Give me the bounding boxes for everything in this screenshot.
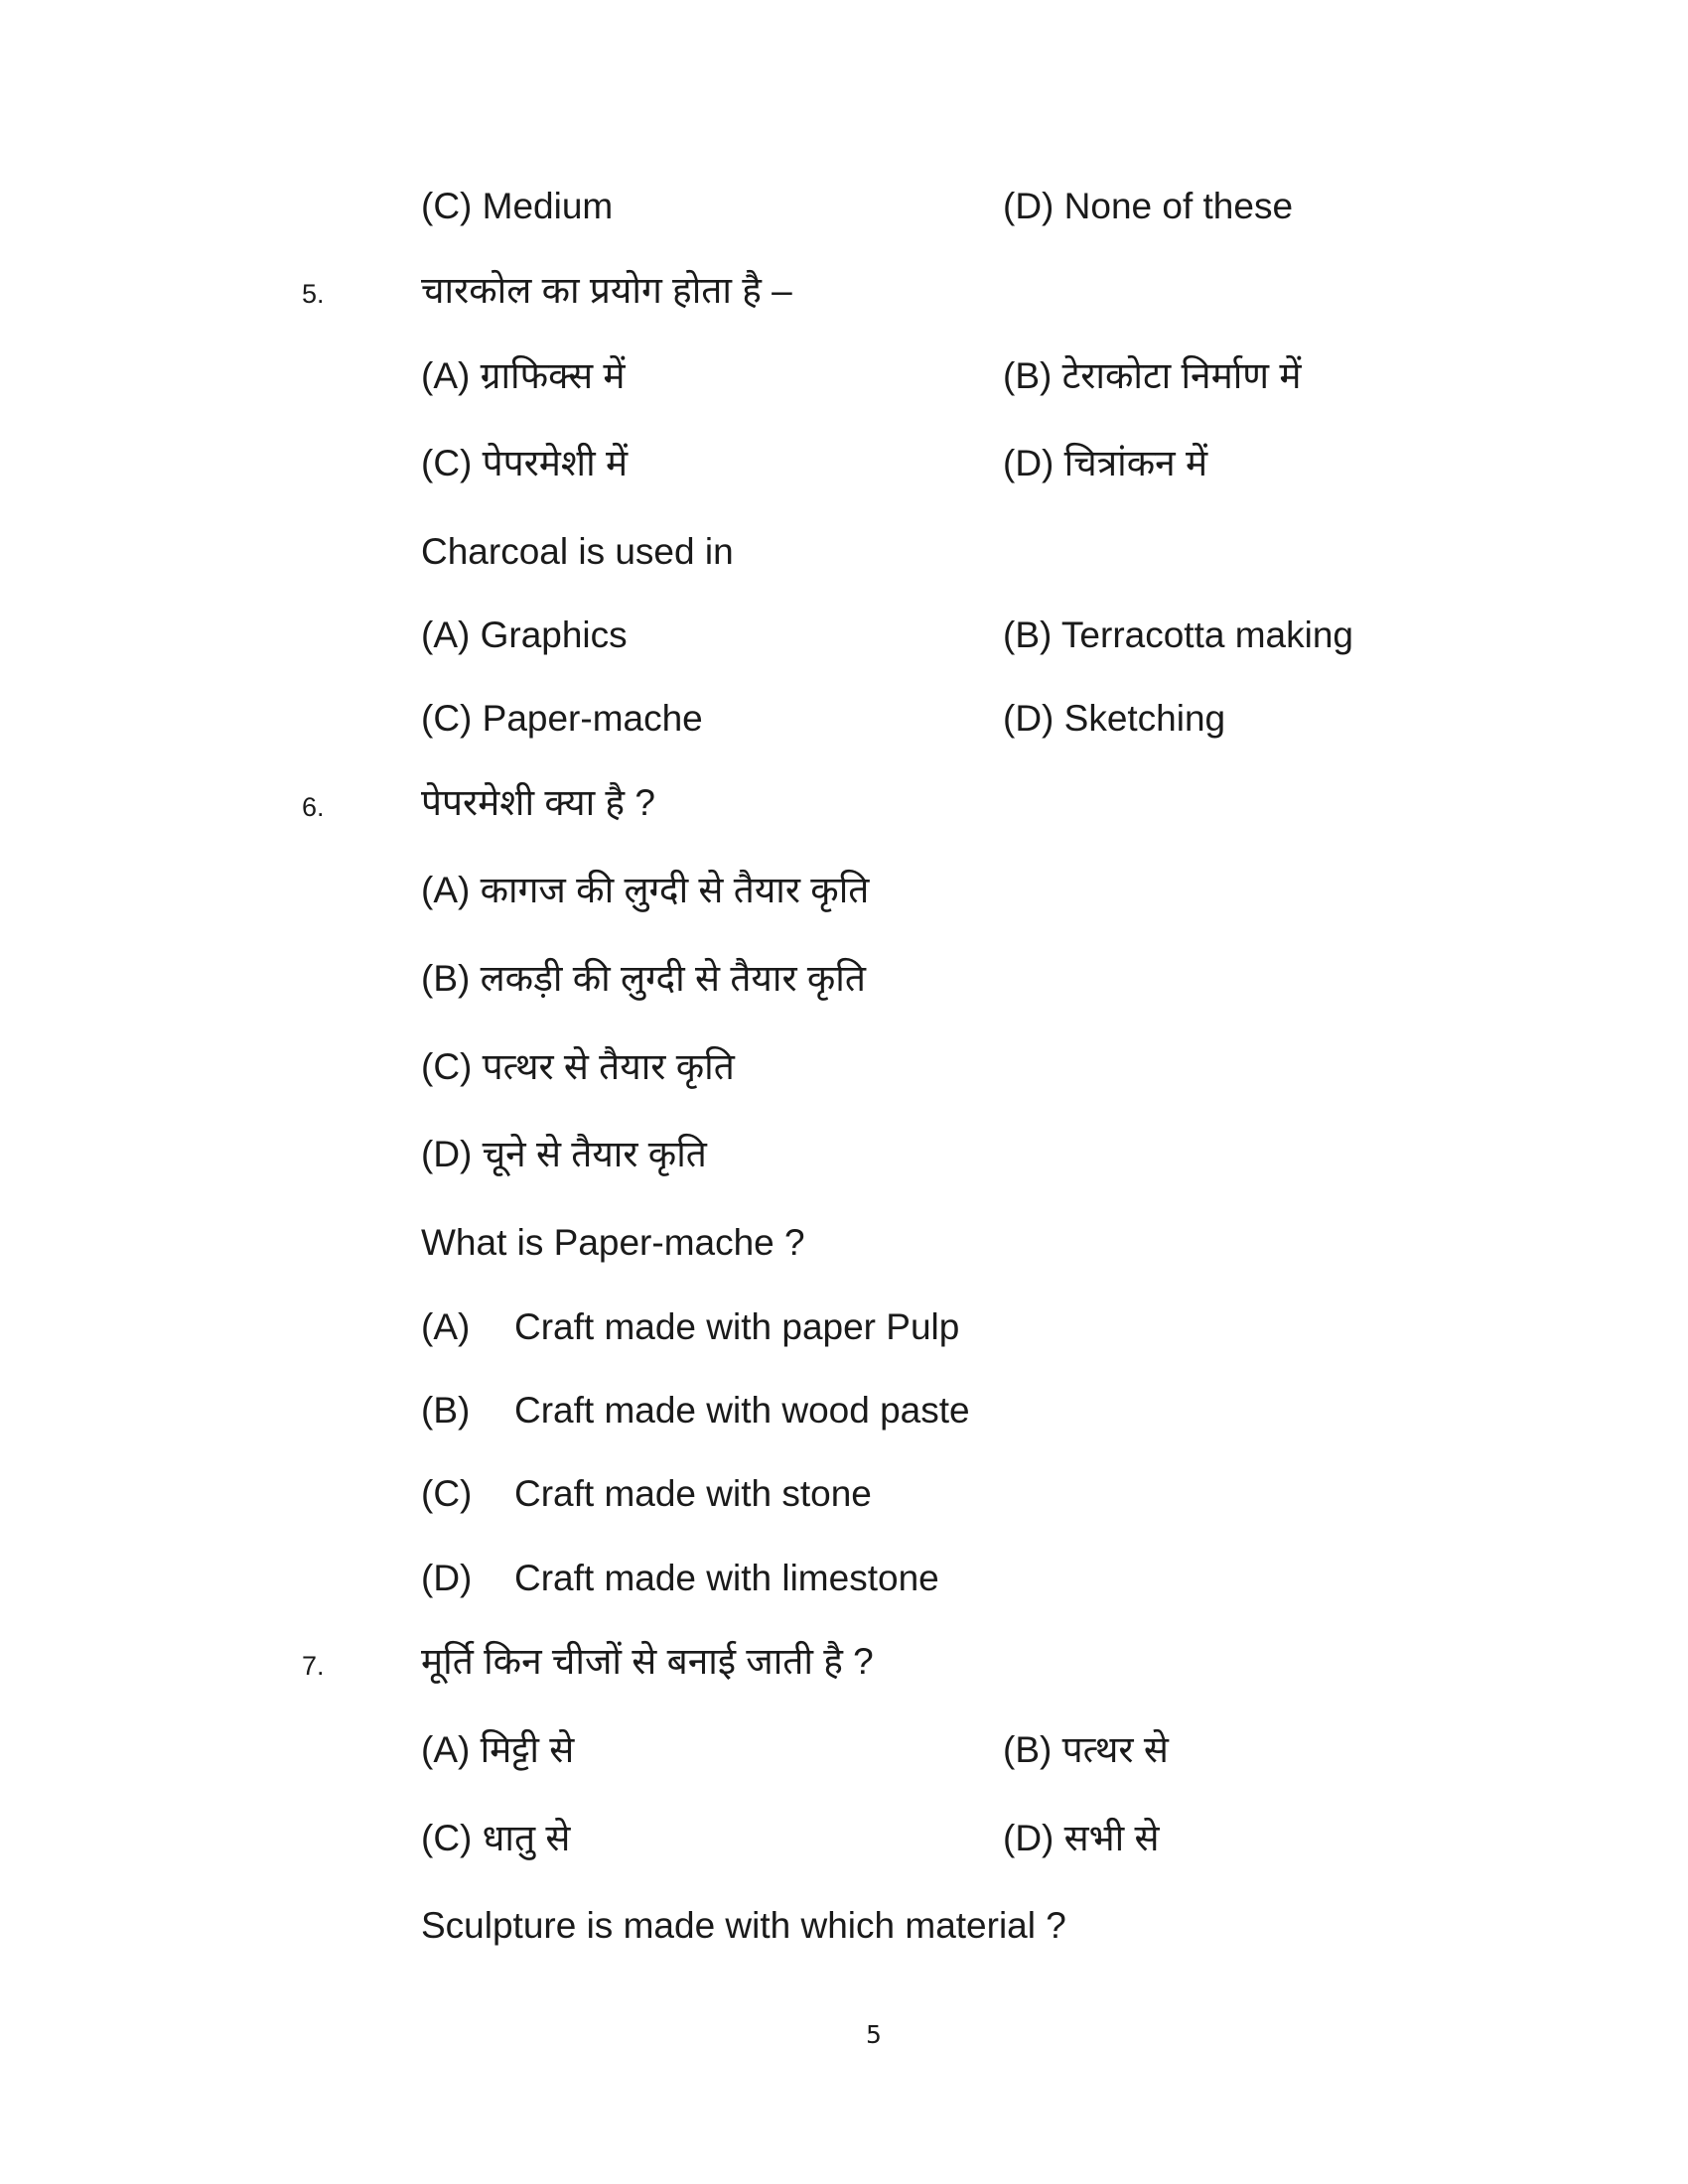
q6-english-option-b (421, 1387, 970, 1434)
q5-number: 5. (302, 279, 325, 309)
option-label: (B) (421, 1390, 471, 1431)
q6-hindi-option-d: (D) चूने से तैयार कृति (421, 1134, 707, 1174)
q6-hindi-option-a: (A) कागज की लुग्दी से तैयार कृति (421, 870, 870, 910)
q6-english-option-d (421, 1555, 939, 1602)
q6-number: 6. (302, 792, 325, 822)
q7-hindi-option-a: (A) मिट्टी से (421, 1729, 575, 1770)
q4-option-c: (C) Medium (421, 186, 614, 226)
q6-english-question: What is Paper-mache ? (421, 1222, 805, 1263)
q7-english-question: Sculpture is made with which material ? (421, 1905, 1066, 1946)
q5-hindi-option-a: (A) ग्राफिक्स में (421, 355, 626, 396)
option-label: (C) (421, 1473, 473, 1514)
page-number: 5 (866, 2020, 882, 2049)
q7-hindi-option-d: (D) सभी से (1003, 1818, 1160, 1858)
q6-hindi-option-b: (B) लकड़ी की लुग्दी से तैयार कृति (421, 958, 866, 999)
q4-option-d: (D) None of these (1003, 186, 1294, 226)
option-text: Craft made with stone (514, 1473, 872, 1514)
option-label: (D) (421, 1558, 473, 1598)
q6-english-option-a (421, 1303, 959, 1351)
option-text: Craft made with wood paste (514, 1390, 970, 1431)
q6-hindi-question: पेपरमेशी क्या है ? (421, 782, 655, 823)
q6-english-option-c (421, 1470, 872, 1518)
q5-english-option-a: (A) Graphics (421, 614, 628, 655)
q5-english-option-b: (B) Terracotta making (1003, 614, 1353, 655)
option-text: Craft made with paper Pulp (514, 1306, 960, 1347)
q7-hindi-question: मूर्ति किन चीजों से बनाई जाती है ? (421, 1641, 874, 1682)
q5-english-question: Charcoal is used in (421, 531, 734, 572)
q6-hindi-option-c: (C) पत्थर से तैयार कृति (421, 1046, 735, 1087)
q5-hindi-option-d: (D) चित्रांकन में (1003, 443, 1208, 483)
option-text: Craft made with limestone (514, 1558, 939, 1598)
q5-hindi-option-c: (C) पेपरमेशी में (421, 443, 629, 483)
q7-hindi-option-c: (C) धातु से (421, 1818, 571, 1858)
q5-hindi-question: चारकोल का प्रयोग होता है – (421, 270, 792, 311)
q5-english-option-d: (D) Sketching (1003, 698, 1226, 739)
q5-english-option-c: (C) Paper-mache (421, 698, 703, 739)
q5-hindi-option-b: (B) टेराकोटा निर्माण में (1003, 355, 1302, 396)
option-label: (A) (421, 1306, 471, 1347)
q7-hindi-option-b: (B) पत्थर से (1003, 1729, 1169, 1770)
q7-number: 7. (302, 1651, 325, 1681)
